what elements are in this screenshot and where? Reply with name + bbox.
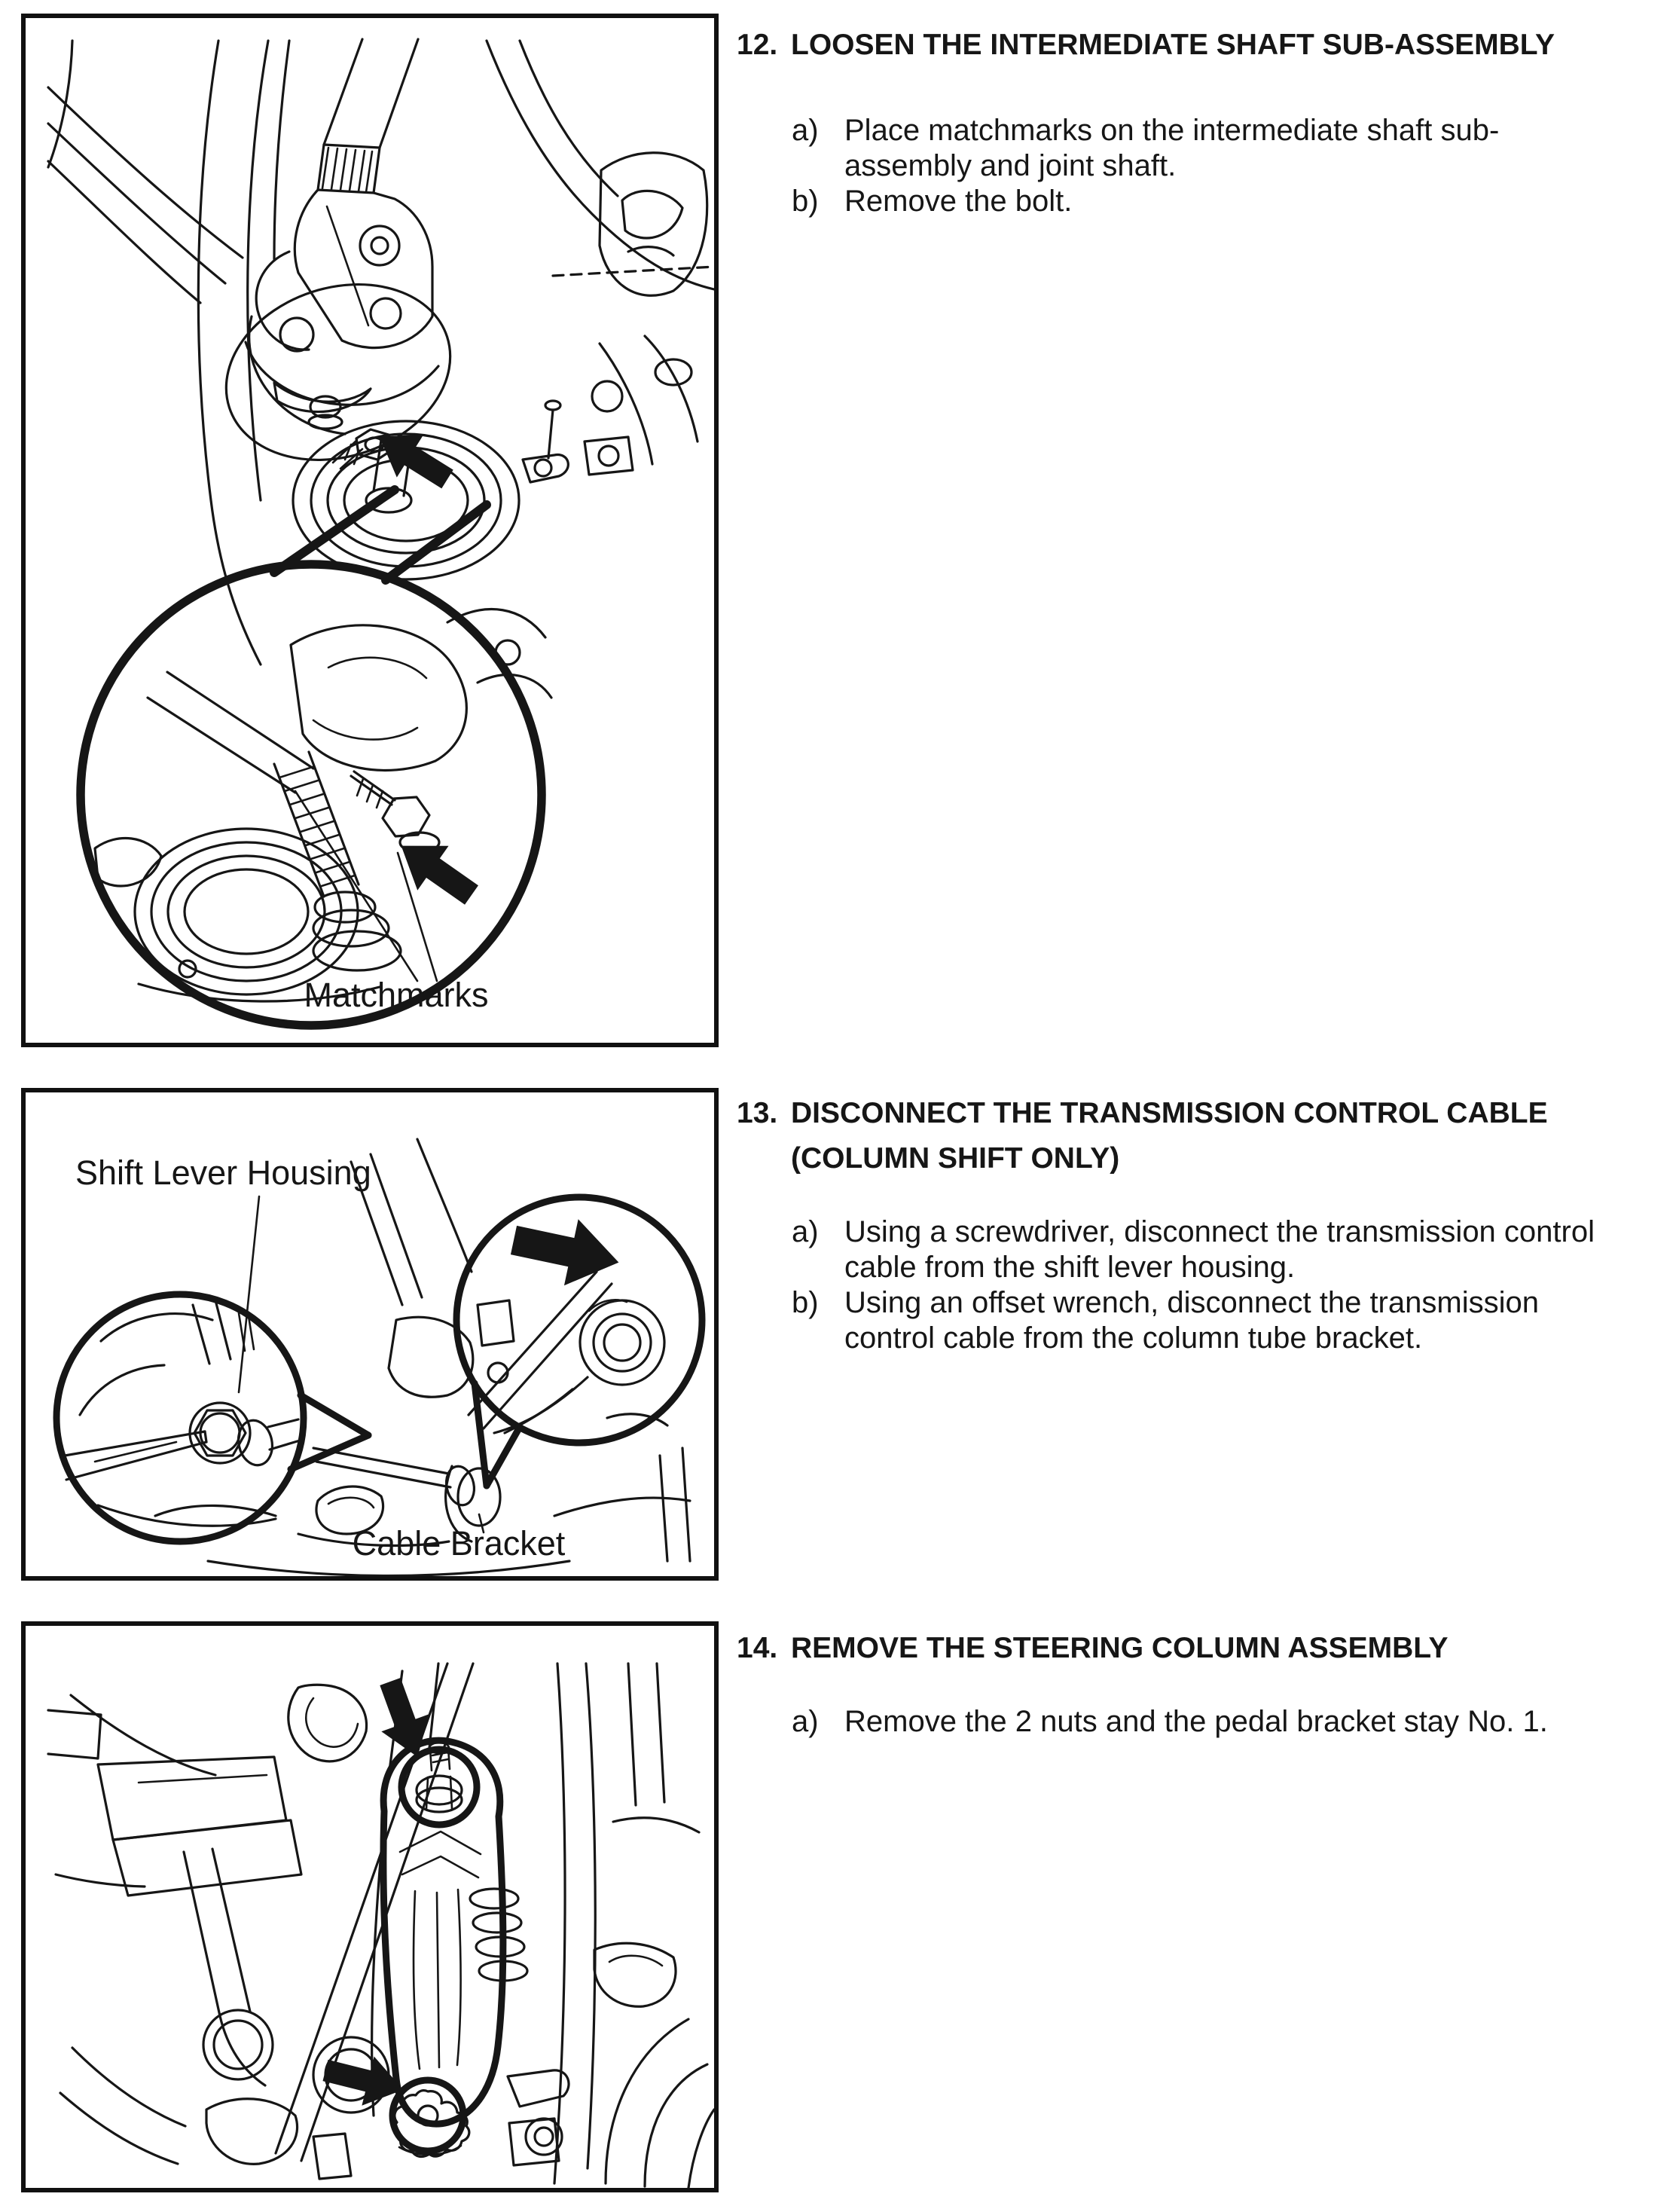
step-letter: b) — [792, 185, 819, 218]
step-letter: a) — [792, 1705, 819, 1738]
screwdriver-magnifier — [56, 1294, 368, 1541]
step-letter: b) — [792, 1286, 819, 1319]
leader-line — [239, 1196, 259, 1392]
section-13 — [737, 1091, 1671, 1356]
engine-bay-line-art — [48, 1664, 714, 2188]
magnifier-circle — [56, 1294, 304, 1541]
step-a — [792, 113, 1671, 184]
shift-lever-housing-label: Shift Lever Housing — [75, 1153, 371, 1192]
step-list — [792, 1704, 1671, 1740]
step-b — [792, 184, 1671, 219]
step-a — [792, 1214, 1671, 1285]
figure-transmission-control-cable — [21, 1088, 719, 1581]
section-14 — [737, 1626, 1671, 1740]
step-text: Remove the bolt. — [844, 185, 1073, 218]
step-text: Using an offset wrench, disconnect the transmission control cable from the column tube bracket. — [844, 1286, 1539, 1355]
cable-bracket-label: Cable Bracket — [352, 1524, 566, 1563]
step-text: Using a screwdriver, disconnect the transmission control cable from the shift lever housing. — [844, 1215, 1595, 1284]
section-heading — [737, 1091, 1671, 1181]
step-b — [792, 1285, 1671, 1356]
section-title: LOOSEN THE INTERMEDIATE SHAFT SUB-ASSEMBLY — [791, 29, 1555, 61]
step-text: Place matchmarks on the intermediate shaft sub- assembly and joint shaft. — [844, 114, 1500, 182]
offset-wrench-magnifier — [456, 1197, 702, 1486]
step-letter: a) — [792, 1215, 819, 1248]
figure-intermediate-shaft — [21, 14, 719, 1047]
callout-arrow-icon — [507, 1207, 626, 1296]
control-cable-illustration — [26, 1092, 714, 1576]
intermediate-shaft-joint — [203, 39, 519, 579]
step-list — [792, 113, 1671, 219]
intermediate-shaft-illustration — [26, 18, 714, 1043]
section-title: REMOVE THE STEERING COLUMN ASSEMBLY — [791, 1632, 1449, 1664]
figure-pedal-bracket-stay — [21, 1621, 719, 2192]
section-number: 13. — [737, 1097, 778, 1129]
section-heading — [737, 1626, 1671, 1671]
section-12 — [737, 23, 1671, 219]
screwdriver-icon — [65, 1431, 206, 1480]
step-text: Remove the 2 nuts and the pedal bracket stay No. 1. — [844, 1705, 1548, 1738]
step-letter: a) — [792, 114, 819, 147]
step-list — [792, 1214, 1671, 1356]
upper-nut-callout — [401, 1743, 477, 1825]
underbody-line-art — [155, 1139, 690, 1576]
section-heading — [737, 23, 1671, 68]
steering-column-illustration — [26, 1626, 714, 2188]
section-number: 14. — [737, 1632, 778, 1664]
step-a — [792, 1704, 1671, 1740]
section-number: 12. — [737, 29, 778, 61]
section-title: DISCONNECT THE TRANSMISSION CONTROL CABLE (COLUMN SHIFT ONLY) — [791, 1097, 1548, 1175]
magnifier-circle — [81, 564, 542, 1025]
matchmarks-label: Matchmarks — [304, 976, 489, 1014]
